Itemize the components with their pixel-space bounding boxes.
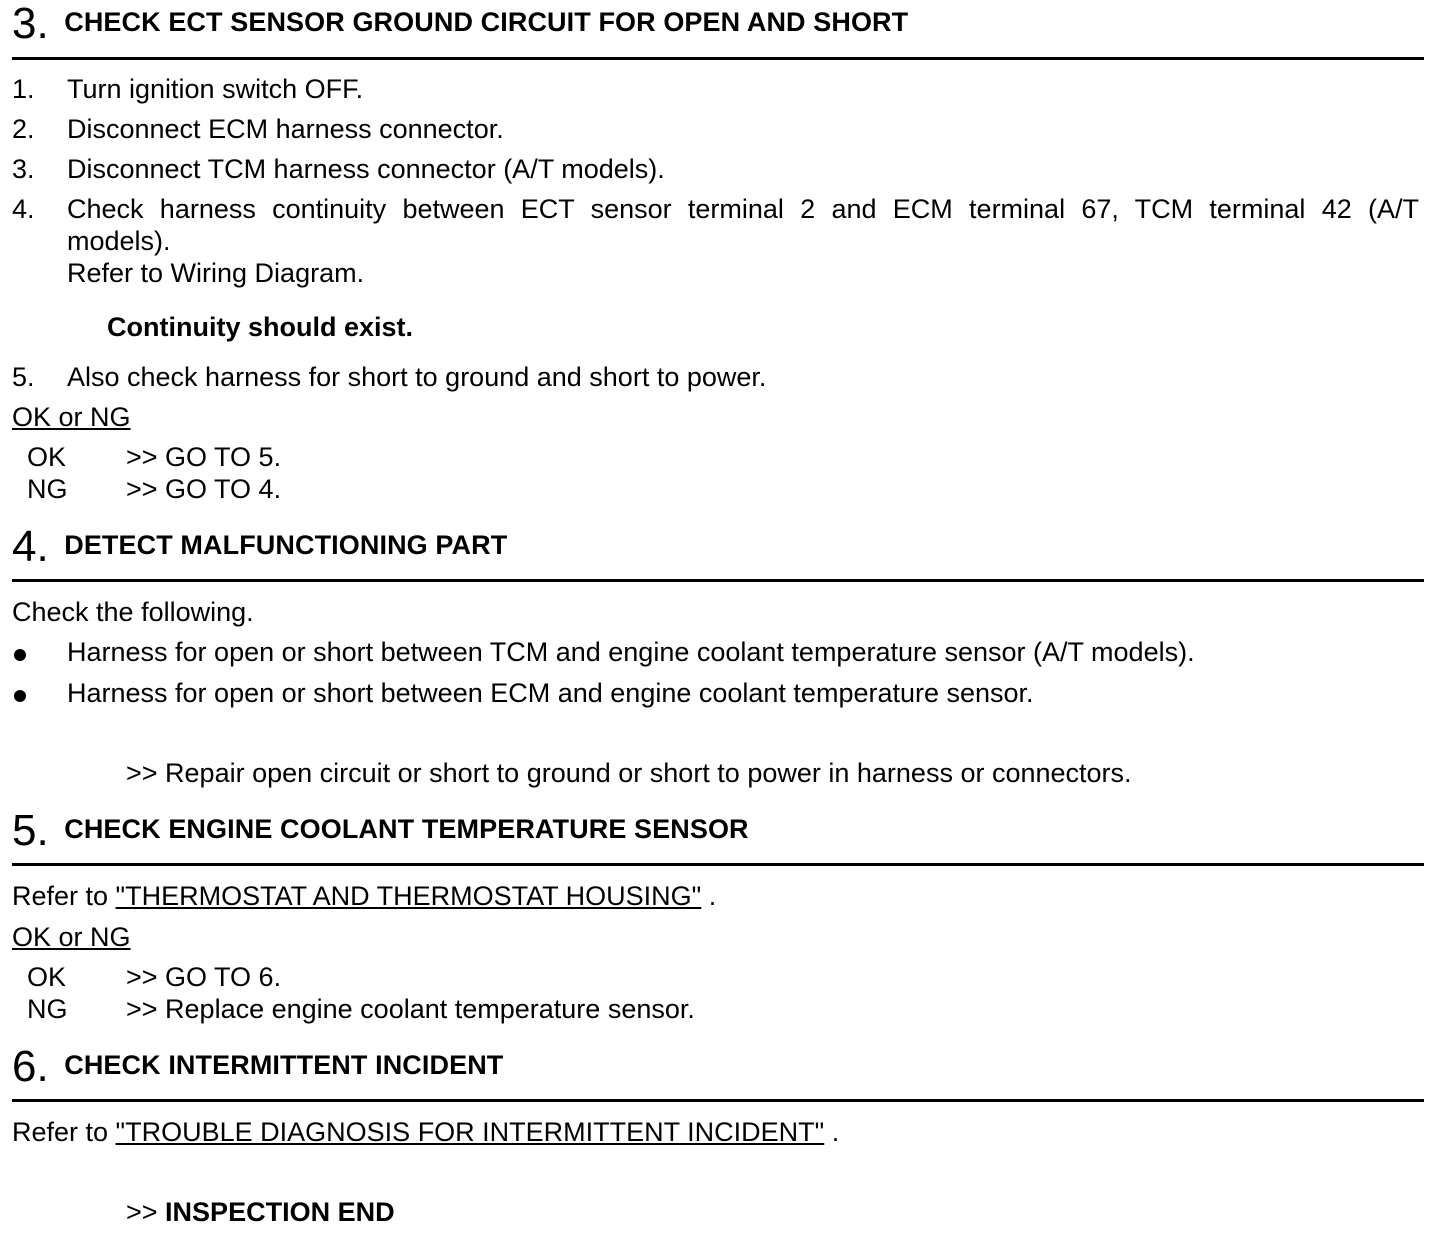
refer-suffix: . — [701, 881, 717, 911]
specification: Continuity should exist. — [107, 312, 414, 342]
intro-text: Check the following. — [12, 597, 254, 627]
item-text: Disconnect TCM harness connector (A/T models). — [67, 154, 665, 184]
result-ok-label: OK — [27, 962, 67, 992]
end-prefix: >> — [126, 1197, 166, 1227]
item-text: Turn ignition switch OFF. — [67, 74, 364, 104]
result-ok-label: OK — [27, 442, 67, 472]
result-ng-action: >> Replace engine coolant temperature sensor. — [126, 994, 695, 1024]
result-action: >> Repair open circuit or short to ground or short to power in harness or connectors. — [126, 758, 1132, 788]
step-number: 6. — [12, 1042, 49, 1091]
thermostat-link[interactable]: "THERMOSTAT AND THERMOSTAT HOUSING" — [115, 881, 702, 911]
item-number: 2. — [12, 114, 35, 144]
refer-text — [12, 1116, 839, 1148]
step-title: CHECK ECT SENSOR GROUND CIRCUIT FOR OPEN AND SHORT — [64, 7, 909, 37]
step-divider — [12, 57, 1424, 60]
step-divider — [12, 1099, 1424, 1102]
result-ng-label: NG — [27, 474, 68, 504]
step-title: DETECT MALFUNCTIONING PART — [64, 530, 508, 560]
result-label: OK or NG — [12, 402, 131, 432]
item-text: Disconnect ECM harness connector. — [67, 114, 504, 144]
refer-suffix: . — [824, 1117, 840, 1147]
item-text-line-2: models). — [67, 226, 171, 256]
result-ng-label: NG — [27, 994, 68, 1024]
item-text-line-1: Check harness continuity between ECT sensor terminal 2 and ECM terminal 67, TCM terminal 42 (A/T — [67, 194, 1419, 224]
step-4-header — [12, 522, 508, 571]
result-ok-action: >> GO TO 5. — [126, 442, 282, 472]
step-divider — [12, 863, 1424, 866]
step-title: CHECK INTERMITTENT INCIDENT — [64, 1050, 504, 1080]
item-number: 3. — [12, 154, 35, 184]
result-ok-action: >> GO TO 6. — [126, 962, 282, 992]
item-text-line-3: Refer to Wiring Diagram. — [67, 258, 365, 288]
refer-text — [12, 880, 716, 912]
bullet-icon — [14, 649, 26, 661]
step-6-header — [12, 1042, 504, 1091]
refer-prefix: Refer to — [12, 1117, 116, 1147]
item-number: 5. — [12, 362, 35, 392]
step-divider — [12, 579, 1424, 582]
result-label: OK or NG — [12, 922, 131, 952]
step-5-header — [12, 806, 749, 855]
item-text: Harness for open or short between ECM and engine coolant temperature sensor. — [67, 678, 1034, 708]
trouble-diagnosis-link[interactable]: "TROUBLE DIAGNOSIS FOR INTERMITTENT INCIDENT" — [115, 1117, 825, 1147]
manual-page — [12, 0, 1424, 1240]
item-text: Harness for open or short between TCM and engine coolant temperature sensor (A/T models). — [67, 637, 1195, 667]
step-3-header — [12, 0, 909, 48]
step-number: 3. — [12, 0, 49, 48]
item-number: 4. — [12, 194, 35, 224]
end-text: INSPECTION END — [165, 1197, 395, 1227]
item-number: 1. — [12, 74, 35, 104]
result-ng-action: >> GO TO 4. — [126, 474, 282, 504]
inspection-end — [126, 1196, 395, 1228]
step-number: 4. — [12, 522, 49, 571]
item-text: Also check harness for short to ground and short to power. — [67, 362, 767, 392]
refer-prefix: Refer to — [12, 881, 116, 911]
step-title: CHECK ENGINE COOLANT TEMPERATURE SENSOR — [64, 814, 749, 844]
bullet-icon — [14, 690, 26, 702]
step-number: 5. — [12, 806, 49, 855]
